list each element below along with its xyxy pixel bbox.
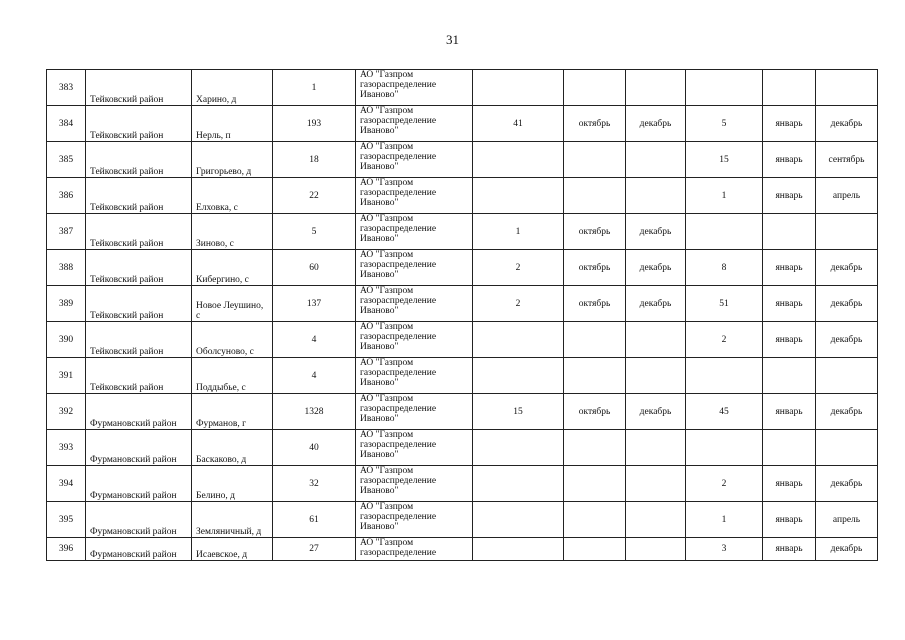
row-number-cell: 383 xyxy=(47,70,86,106)
count-cell: 193 xyxy=(273,106,356,142)
start-month-1-cell xyxy=(564,502,626,538)
start-month-2-cell: январь xyxy=(763,322,816,358)
page-number: 31 xyxy=(446,32,459,47)
end-month-1-cell xyxy=(626,538,686,561)
organization-cell: АО "Газпром газораспределение Иваново" xyxy=(356,358,473,394)
district-cell: Тейковский район xyxy=(86,142,192,178)
quantity-2-cell: 5 xyxy=(686,106,763,142)
end-month-1-cell xyxy=(626,142,686,178)
locality-cell: Оболсуново, с xyxy=(192,322,273,358)
start-month-1-cell xyxy=(564,430,626,466)
table-row xyxy=(47,250,878,286)
table-row xyxy=(47,358,878,394)
district-cell: Тейковский район xyxy=(86,178,192,214)
quantity-1-cell xyxy=(473,502,564,538)
table-row xyxy=(47,214,878,250)
organization-cell: АО "Газпром газораспределение Иваново" xyxy=(356,322,473,358)
start-month-1-cell: октябрь xyxy=(564,250,626,286)
district-cell: Фурмановский район xyxy=(86,502,192,538)
quantity-1-cell xyxy=(473,70,564,106)
start-month-2-cell: январь xyxy=(763,538,816,561)
table-row xyxy=(47,142,878,178)
quantity-2-cell: 15 xyxy=(686,142,763,178)
quantity-2-cell: 3 xyxy=(686,538,763,561)
quantity-2-cell xyxy=(686,430,763,466)
start-month-1-cell xyxy=(564,70,626,106)
start-month-2-cell: январь xyxy=(763,502,816,538)
district-cell: Тейковский район xyxy=(86,358,192,394)
row-number-cell: 395 xyxy=(47,502,86,538)
district-cell: Фурмановский район xyxy=(86,394,192,430)
locality-cell: Харино, д xyxy=(192,70,273,106)
locality-cell: Елховка, с xyxy=(192,178,273,214)
start-month-2-cell: январь xyxy=(763,394,816,430)
end-month-1-cell xyxy=(626,502,686,538)
quantity-2-cell: 1 xyxy=(686,502,763,538)
quantity-1-cell xyxy=(473,322,564,358)
gasification-table xyxy=(46,69,878,561)
locality-cell: Нерль, п xyxy=(192,106,273,142)
district-cell: Тейковский район xyxy=(86,286,192,322)
end-month-2-cell: декабрь xyxy=(816,322,878,358)
locality-cell: Фурманов, г xyxy=(192,394,273,430)
count-cell: 27 xyxy=(273,538,356,561)
row-number-cell: 396 xyxy=(47,538,86,561)
row-number-cell: 387 xyxy=(47,214,86,250)
end-month-1-cell: декабрь xyxy=(626,214,686,250)
count-cell: 1328 xyxy=(273,394,356,430)
end-month-1-cell xyxy=(626,322,686,358)
locality-cell: Кибергино, с xyxy=(192,250,273,286)
start-month-2-cell: январь xyxy=(763,250,816,286)
end-month-2-cell xyxy=(816,214,878,250)
start-month-2-cell: январь xyxy=(763,178,816,214)
start-month-1-cell xyxy=(564,466,626,502)
count-cell: 32 xyxy=(273,466,356,502)
quantity-1-cell: 2 xyxy=(473,250,564,286)
count-cell: 137 xyxy=(273,286,356,322)
count-cell: 4 xyxy=(273,322,356,358)
table-row xyxy=(47,106,878,142)
row-number-cell: 390 xyxy=(47,322,86,358)
count-cell: 5 xyxy=(273,214,356,250)
quantity-2-cell: 51 xyxy=(686,286,763,322)
row-number-cell: 392 xyxy=(47,394,86,430)
row-number-cell: 384 xyxy=(47,106,86,142)
organization-cell: АО "Газпром газораспределение Иваново" xyxy=(356,142,473,178)
district-cell: Тейковский район xyxy=(86,250,192,286)
row-number-cell: 385 xyxy=(47,142,86,178)
quantity-2-cell: 1 xyxy=(686,178,763,214)
row-number-cell: 394 xyxy=(47,466,86,502)
end-month-1-cell: декабрь xyxy=(626,106,686,142)
row-number-cell: 386 xyxy=(47,178,86,214)
end-month-1-cell xyxy=(626,178,686,214)
end-month-1-cell xyxy=(626,358,686,394)
organization-cell: АО "Газпром газораспределение Иваново" xyxy=(356,502,473,538)
start-month-1-cell xyxy=(564,322,626,358)
quantity-2-cell: 45 xyxy=(686,394,763,430)
quantity-1-cell: 1 xyxy=(473,214,564,250)
table-row xyxy=(47,70,878,106)
district-cell: Тейковский район xyxy=(86,214,192,250)
locality-cell: Исаевское, д xyxy=(192,538,273,561)
table-row xyxy=(47,538,878,561)
end-month-2-cell: апрель xyxy=(816,502,878,538)
end-month-2-cell xyxy=(816,358,878,394)
table-row xyxy=(47,466,878,502)
start-month-1-cell xyxy=(564,538,626,561)
end-month-1-cell xyxy=(626,70,686,106)
end-month-1-cell: декабрь xyxy=(626,250,686,286)
start-month-1-cell xyxy=(564,142,626,178)
start-month-2-cell xyxy=(763,358,816,394)
organization-cell: АО "Газпром газораспределение Иваново" xyxy=(356,70,473,106)
row-number-cell: 388 xyxy=(47,250,86,286)
quantity-2-cell: 2 xyxy=(686,322,763,358)
end-month-2-cell: декабрь xyxy=(816,250,878,286)
table-row xyxy=(47,322,878,358)
district-cell: Фурмановский район xyxy=(86,466,192,502)
district-cell: Тейковский район xyxy=(86,106,192,142)
start-month-2-cell: январь xyxy=(763,142,816,178)
start-month-1-cell: октябрь xyxy=(564,286,626,322)
start-month-1-cell xyxy=(564,358,626,394)
quantity-1-cell xyxy=(473,178,564,214)
organization-cell: АО "Газпром газораспределение Иваново" xyxy=(356,214,473,250)
table-row xyxy=(47,430,878,466)
count-cell: 40 xyxy=(273,430,356,466)
organization-cell: АО "Газпром газораспределение Иваново" xyxy=(356,106,473,142)
quantity-1-cell: 15 xyxy=(473,394,564,430)
quantity-1-cell: 2 xyxy=(473,286,564,322)
quantity-2-cell: 8 xyxy=(686,250,763,286)
count-cell: 61 xyxy=(273,502,356,538)
count-cell: 60 xyxy=(273,250,356,286)
quantity-2-cell: 2 xyxy=(686,466,763,502)
quantity-2-cell xyxy=(686,70,763,106)
end-month-2-cell: декабрь xyxy=(816,106,878,142)
organization-cell: АО "Газпром газораспределение Иваново" xyxy=(356,466,473,502)
organization-cell: АО "Газпром газораспределение Иваново" xyxy=(356,394,473,430)
table-row xyxy=(47,502,878,538)
end-month-2-cell: декабрь xyxy=(816,394,878,430)
table-row xyxy=(47,286,878,322)
count-cell: 18 xyxy=(273,142,356,178)
start-month-2-cell xyxy=(763,214,816,250)
end-month-2-cell xyxy=(816,430,878,466)
locality-cell: Белино, д xyxy=(192,466,273,502)
table-row xyxy=(47,394,878,430)
quantity-1-cell xyxy=(473,358,564,394)
quantity-1-cell xyxy=(473,466,564,502)
end-month-2-cell: декабрь xyxy=(816,538,878,561)
end-month-1-cell: декабрь xyxy=(626,394,686,430)
district-cell: Фурмановский район xyxy=(86,430,192,466)
start-month-1-cell: октябрь xyxy=(564,214,626,250)
organization-cell: АО "Газпром газораспределение Иваново" xyxy=(356,286,473,322)
end-month-2-cell: сентябрь xyxy=(816,142,878,178)
end-month-1-cell xyxy=(626,430,686,466)
row-number-cell: 389 xyxy=(47,286,86,322)
quantity-1-cell xyxy=(473,430,564,466)
row-number-cell: 393 xyxy=(47,430,86,466)
organization-cell: АО "Газпром газораспределение Иваново" xyxy=(356,178,473,214)
start-month-2-cell: январь xyxy=(763,106,816,142)
end-month-2-cell: декабрь xyxy=(816,286,878,322)
end-month-2-cell: декабрь xyxy=(816,466,878,502)
organization-cell: АО "Газпром газораспределение Иваново" xyxy=(356,250,473,286)
locality-cell: Поддыбье, с xyxy=(192,358,273,394)
count-cell: 4 xyxy=(273,358,356,394)
locality-cell: Новое Леушино, с xyxy=(192,286,273,322)
end-month-1-cell: декабрь xyxy=(626,286,686,322)
end-month-2-cell: апрель xyxy=(816,178,878,214)
end-month-2-cell xyxy=(816,70,878,106)
district-cell: Фурмановский район xyxy=(86,538,192,561)
quantity-2-cell xyxy=(686,358,763,394)
quantity-2-cell xyxy=(686,214,763,250)
organization-cell: АО "Газпром газораспределение xyxy=(356,538,473,561)
locality-cell: Григорьево, д xyxy=(192,142,273,178)
row-number-cell: 391 xyxy=(47,358,86,394)
count-cell: 22 xyxy=(273,178,356,214)
start-month-1-cell: октябрь xyxy=(564,106,626,142)
start-month-2-cell xyxy=(763,70,816,106)
table-row xyxy=(47,178,878,214)
district-cell: Тейковский район xyxy=(86,70,192,106)
start-month-2-cell xyxy=(763,430,816,466)
organization-cell: АО "Газпром газораспределение Иваново" xyxy=(356,430,473,466)
start-month-2-cell: январь xyxy=(763,286,816,322)
quantity-1-cell xyxy=(473,142,564,178)
quantity-1-cell: 41 xyxy=(473,106,564,142)
start-month-2-cell: январь xyxy=(763,466,816,502)
start-month-1-cell xyxy=(564,178,626,214)
count-cell: 1 xyxy=(273,70,356,106)
district-cell: Тейковский район xyxy=(86,322,192,358)
locality-cell: Зиново, с xyxy=(192,214,273,250)
end-month-1-cell xyxy=(626,466,686,502)
quantity-1-cell xyxy=(473,538,564,561)
start-month-1-cell: октябрь xyxy=(564,394,626,430)
locality-cell: Земляничный, д xyxy=(192,502,273,538)
locality-cell: Баскаково, д xyxy=(192,430,273,466)
